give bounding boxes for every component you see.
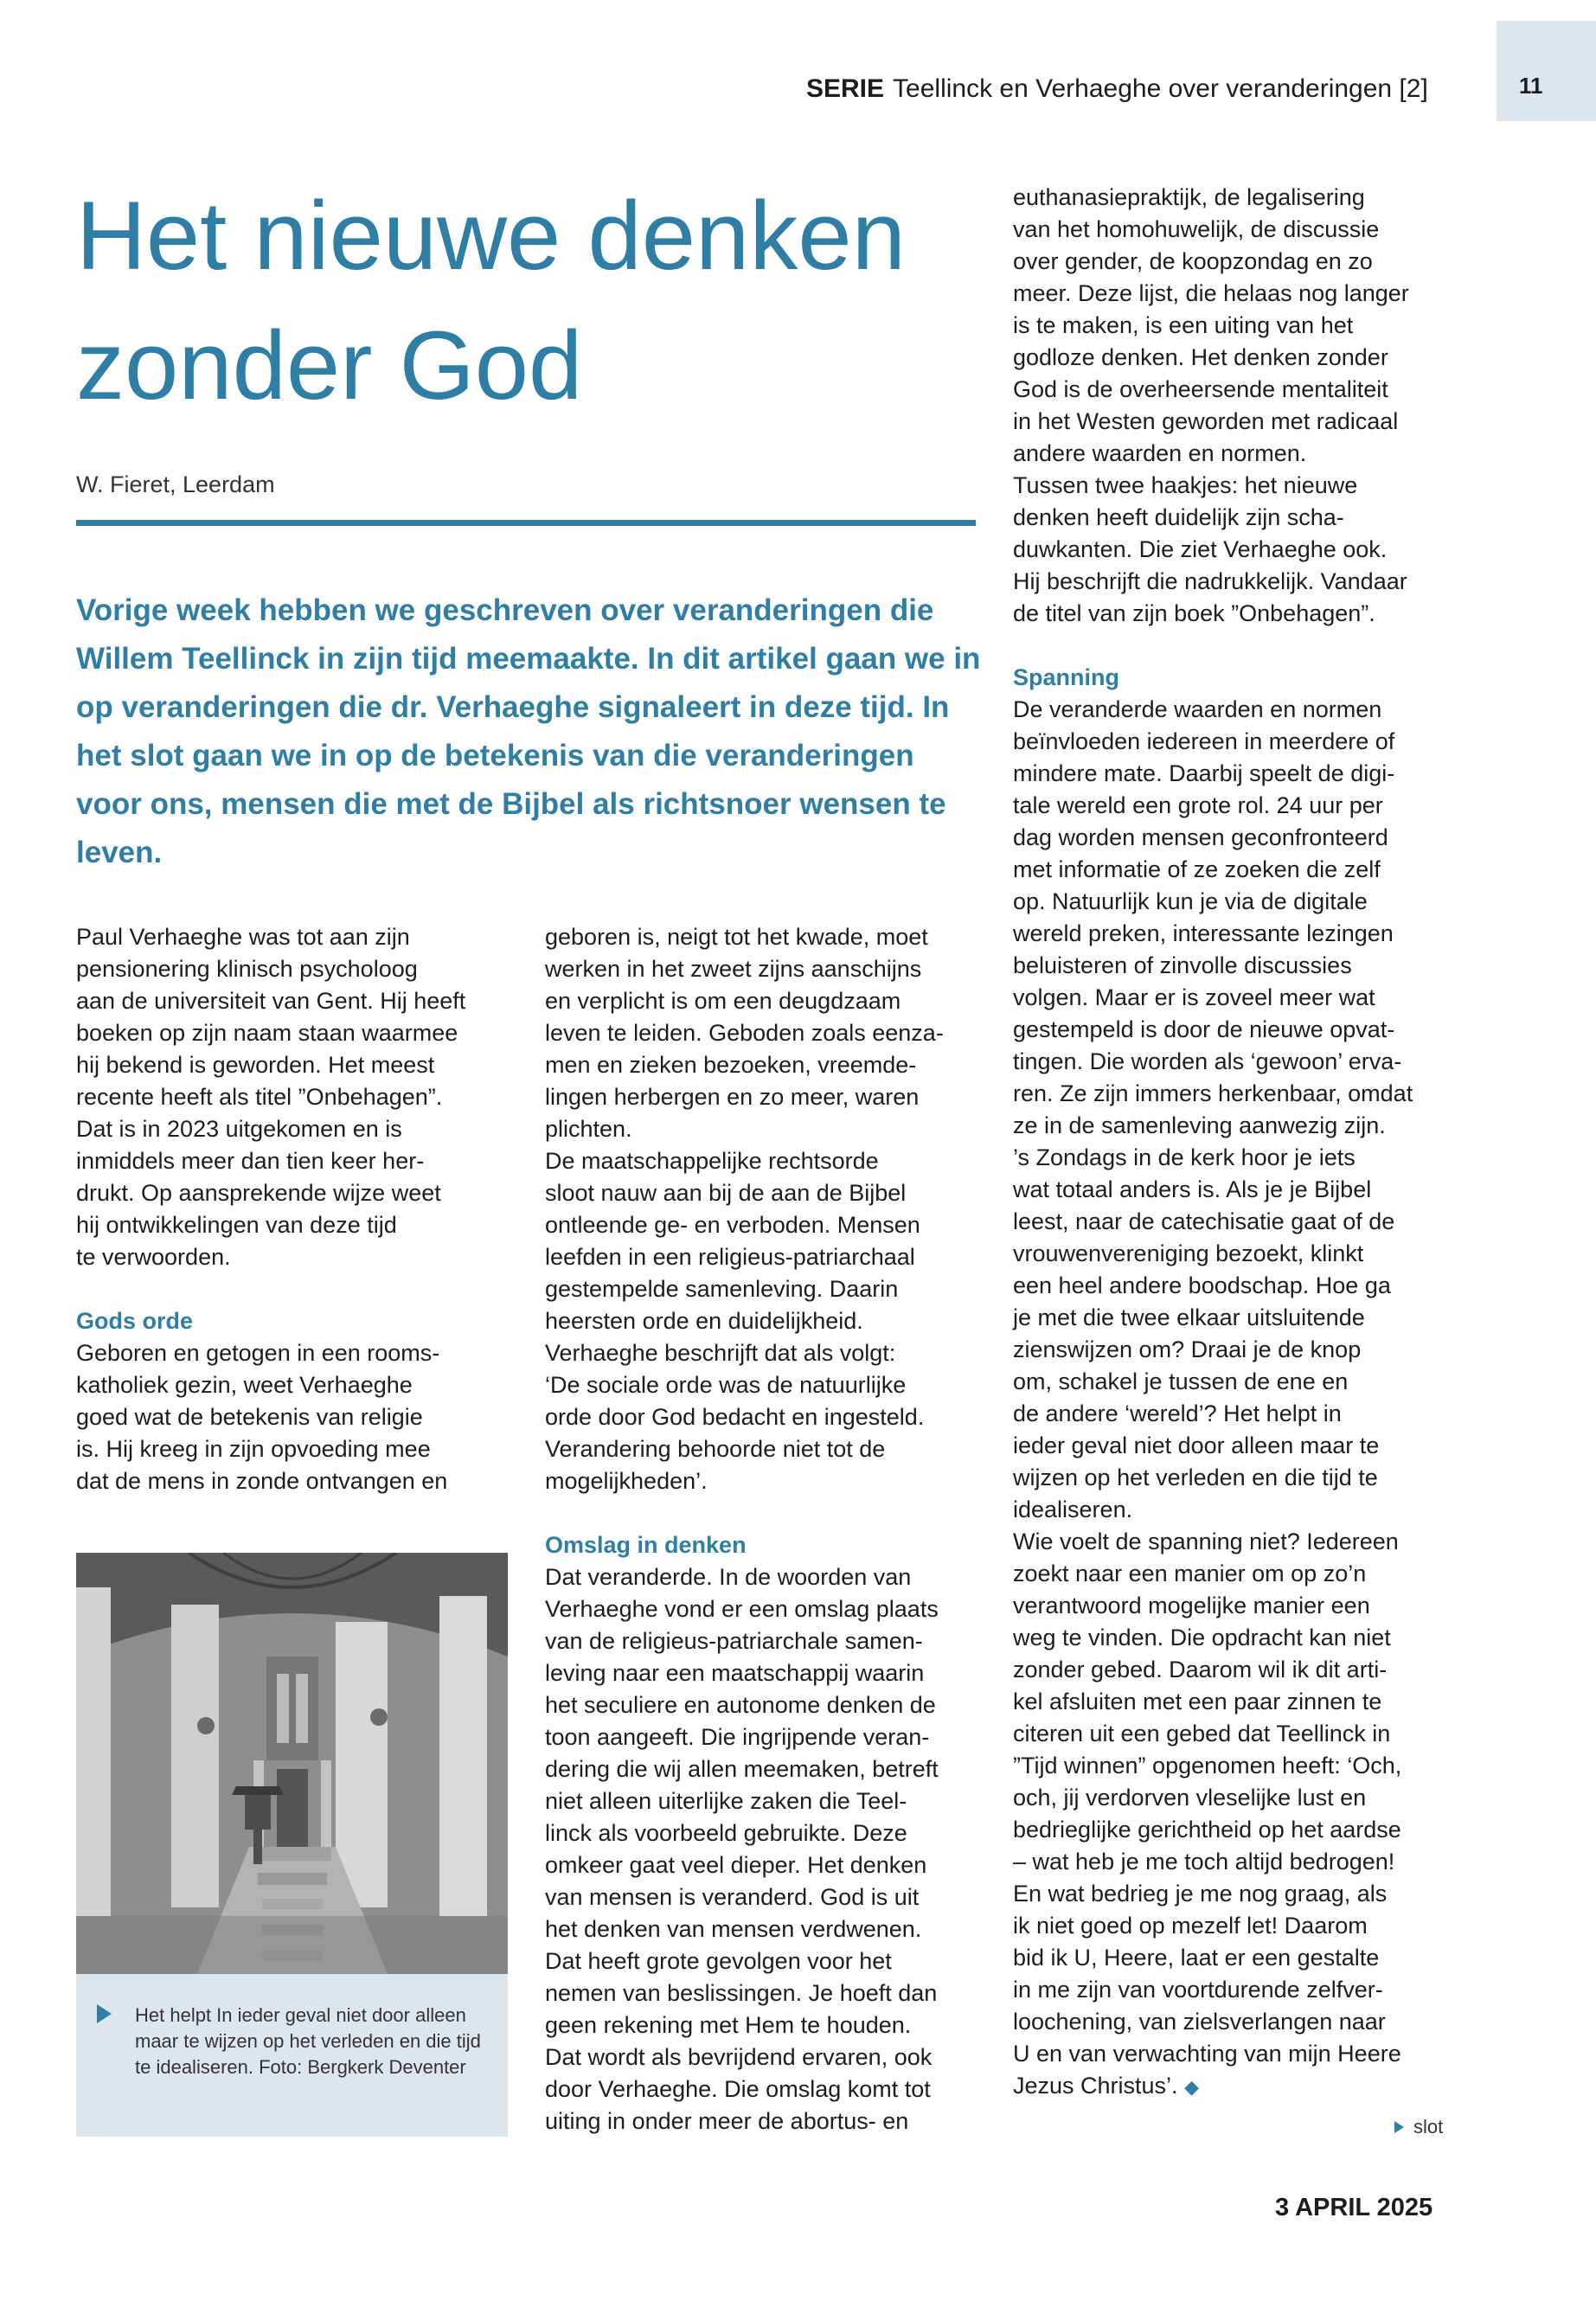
church-interior-photo — [76, 1553, 508, 1974]
col3-paragraph-2: Tussen twee haakjes: het nieuwe denken heeft duidelijk zijn scha- duwkanten. Die ziet Verhaeghe ook. Hij beschrijft die nadrukkelijk. Vandaar de titel van zijn boek ”Onbehagen”. — [1013, 472, 1407, 626]
series-label: SERIE — [806, 74, 885, 103]
series-header — [806, 74, 1428, 104]
end-diamond-icon: ◆ — [1184, 2076, 1199, 2098]
subheading-spanning: Spanning — [1013, 664, 1119, 690]
column-3 — [1013, 182, 1463, 2103]
page-number: 11 — [1519, 73, 1543, 99]
author-line: W. Fieret, Leerdam — [76, 471, 275, 497]
church-photo-illustration — [76, 1553, 508, 1974]
col2-paragraph-1: geboren is, neigt tot het kwade, moet werken in het zweet zijns aanschijns en verplicht is om een deugdzaam leven te leiden. Geboden zoals eenza- men en zieken bezoeken, vreemde- lingen herbergen en zo meer, waren plichten. — [545, 924, 944, 1142]
caption-arrow-icon — [97, 2004, 112, 2023]
page-tab — [1497, 21, 1596, 121]
article-title: Het nieuwe denken zonder God — [76, 182, 906, 420]
col2-paragraph-2: De maatschappelijke rechtsorde sloot nauw aan bij de aan de Bijbel ontleende ge- en verboden. Mensen leefden in een religieus-patriarchaal gestempelde samenleving. Daarin heersten orde en duidelijkheid. Verhaeghe beschrijft dat als volgt: ‘De sociale orde was de natuurlijke orde door God bedacht en ingesteld. Verandering behoorde niet tot de mogelijkheden’. — [545, 1148, 925, 1494]
subheading-omslag-in-denken: Omslag in denken — [545, 1532, 747, 1558]
series-title: Teellinck en Verhaeghe over veranderingen [2] — [893, 74, 1428, 103]
col1-paragraph-2: Geboren en getogen in een rooms- katholiek gezin, weet Verhaeghe goed wat de betekenis van religie is. Hij kreeg in zijn opvoeding mee dat de mens in zonde ontvangen en — [76, 1340, 448, 1494]
slot-label: slot — [1413, 2116, 1444, 2138]
col3-paragraph-1: euthanasiepraktijk, de legalisering van het homohuwelijk, de discussie over gender, de koopzondag en zo meer. Deze lijst, die helaas nog langer is te maken, is een uiting van het godloze denken. Het denken zonder God is de overheersende mentaliteit in het Westen geworden met radicaal andere waarden en normen. — [1013, 184, 1409, 466]
issue-date: 3 APRIL 2025 — [1275, 2194, 1433, 2221]
col3-paragraph-3: De veranderde waarden en normen beïnvloeden iedereen in meerdere of mindere mate. Daarbij speelt de digi- tale wereld een grote rol. 24 uur per dag worden mensen geconfronteerd met informatie of ze zoeken die zelf op. Natuurlijk kun je via de digitale wereld preken, interessante lezingen beluisteren of zinvolle discussies volgen. Maar er is zoveel meer wat gestempeld is door de nieuwe opvat- tingen. Die worden als ‘gewoon’ erva- ren. Ze zijn immers herkenbaar, omdat ze in de samenleving aanwezig zijn. ’s Zondags in de kerk hoor je iets wat totaal anders is. Als je je Bijbel leest, naar de catechisatie gaat of de vrouwenvereniging bezoekt, klinkt een heel andere boodschap. Hoe ga je met die twee elkaar uitsluitende zienswijzen om? Draai je de knop om, schakel je tussen de ene en de andere ‘wereld’? Het helpt in ieder geval niet door alleen maar te wijzen op het verleden en die tijd te idealiseren. — [1013, 696, 1413, 1522]
slot-arrow-icon — [1394, 2121, 1404, 2133]
col3-paragraph-4 — [1013, 1526, 1463, 2103]
subheading-gods-orde: Gods orde — [76, 1308, 194, 1334]
title-rule — [76, 520, 976, 526]
col3-paragraph-4-text: Wie voelt de spanning niet? Iedereen zoekt naar een manier om op zo’n verantwoord mogelijke manier een weg te vinden. Die opdracht kan niet zonder gebed. Daarom wil ik dit arti- kel afsluiten met een paar zinnen te citeren uit een gebed dat Teellinck in ”Tijd winnen” opgenomen heeft: ‘Och, och, jij verdorven vleselijke lust en bedrieglijke gerichtheid op het aardse – wat heb je me toch altijd bedrogen! En wat bedrieg je me nog graag, als ik niet goed op mezelf let! Daarom bid ik U, Heere, laat er een gestalte in me zijn van voortdurende zelfver- loochening, van zielsverlangen naar U en van verwachting van mijn Heere Jezus Christus’. — [1013, 1529, 1402, 2099]
column-2 — [545, 921, 995, 2138]
intro-paragraph: Vorige week hebben we geschreven over veranderingen die Willem Teellinck in zijn tijd meemaakte. In dit artikel gaan we in op veranderingen die dr. Verhaeghe signaleert in deze tijd. In het slot gaan we in op de betekenis van die veranderingen voor ons, mensen die met de Bijbel als richtsnoer wensen te leven. — [76, 593, 981, 869]
photo-caption: Het helpt In ieder geval niet door alleen maar te wijzen op het verleden en die tijd te idealiseren. Foto: Bergkerk Deventer — [135, 2004, 481, 2078]
column-1 — [76, 921, 526, 1497]
col1-paragraph-1: Paul Verhaeghe was tot aan zijn pensionering klinisch psycholoog aan de universiteit van Gent. Hij heeft boeken op zijn naam staan waarmee hij bekend is geworden. Het meest recente heeft als titel ”Onbehagen”. Dat is in 2023 uitgekomen en is inmiddels meer dan tien keer her- drukt. Op aansprekende wijze weet hij ontwikkelingen van deze tijd te verwoorden. — [76, 924, 466, 1270]
col2-paragraph-3: Dat veranderde. In de woorden van Verhaeghe vond er een omslag plaats van de religieus-patriarchale samen- leving naar een maatschappij waarin het seculiere en autonome denken de toon aangeeft. Die ingrijpende veran- dering die wij allen meemaken, betreft niet alleen uiterlijke zaken die Teel- linck als voorbeeld gebruikte. Deze omkeer gaat veel dieper. Het denken van mensen is veranderd. God is uit het denken van mensen verdwenen. Dat heeft grote gevolgen voor het nemen van beslissingen. Je hoeft dan geen rekening met Hem te houden. Dat wordt als bevrijdend ervaren, ook door Verhaeghe. Die omslag komt tot uiting in onder meer de abortus- en — [545, 1564, 939, 2134]
